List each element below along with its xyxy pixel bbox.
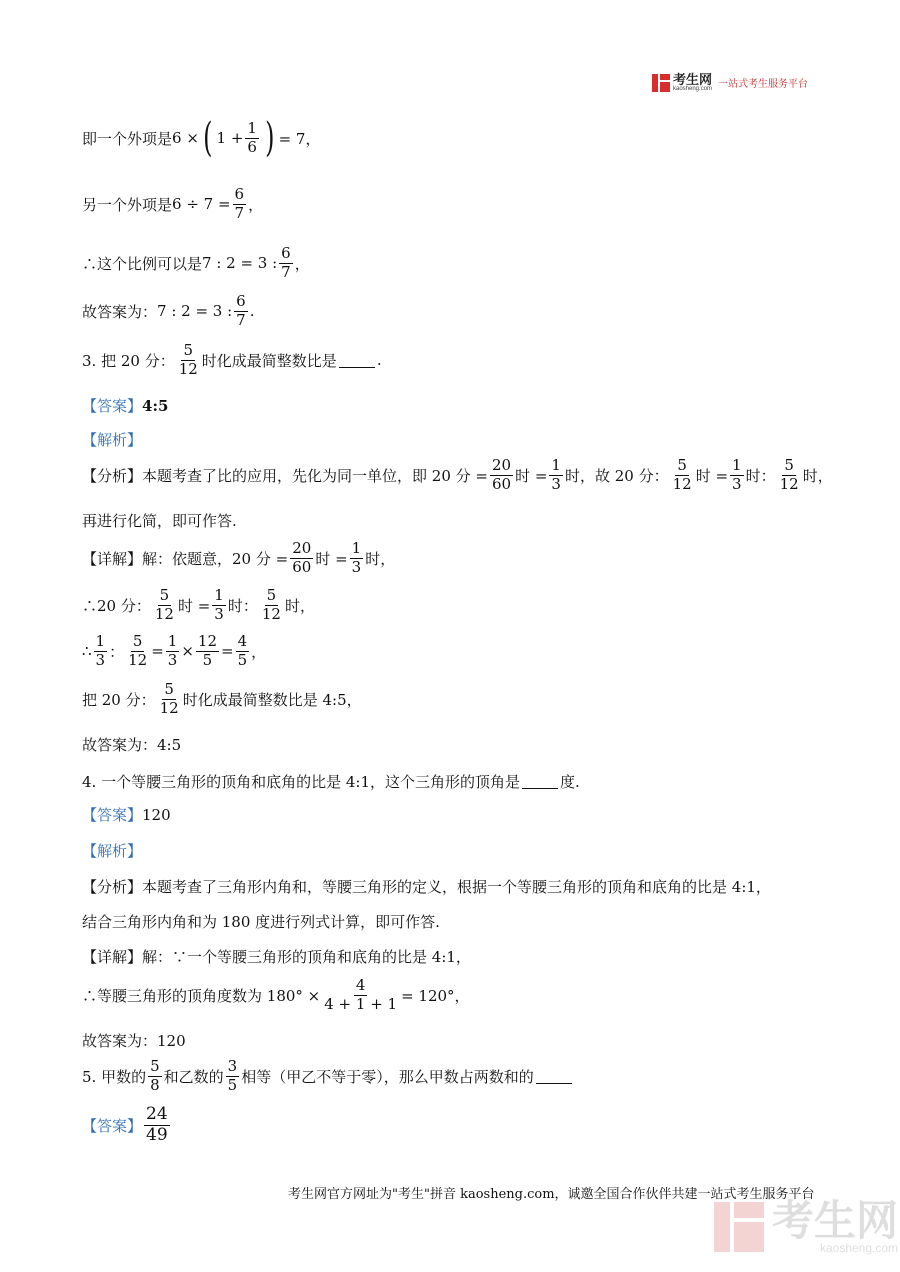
expr: 7 : 2 = 3 : [157,302,233,321]
expr: 1 + [216,129,244,147]
watermark-name: 考生网 [772,1197,899,1244]
header-slogan: 一站式考生服务平台 [718,79,809,90]
fraction: $\frac{6}{7}$ [236,292,246,329]
answer-blank [536,1069,572,1084]
q3-final: 故答案为：4:5 [82,736,182,754]
solution-line-2 [82,187,263,222]
q4-fenxi-line-1: 【分析】 本题考查了三角形内角和，等腰三角形的定义，根据一个等腰三角形的顶角和底角的比是 4:1， [82,878,771,896]
footer-text: 考生网官方网址为"考生"拼音 kaosheng.com，诚邀全国合作伙伴共建一站式考生服务平台 [288,1187,815,1202]
q3-answer [82,395,168,416]
text: 故答案为： [82,302,158,321]
q4-xiangjie-line-1: 【详解】 解：∵一个等腰三角形的顶角和底角的比是 4:1， [82,948,471,966]
logo-url: kaosheng.com [673,86,713,92]
solution-line-1 [82,115,321,161]
expr: ， [294,254,310,273]
answer-blank [339,353,375,368]
fenxi-label: 【分析】 [82,466,143,485]
q3-fenxi-line-2: 再进行化简，即可作答. [82,512,237,530]
q4-fenxi-line-2: 结合三角形内角和为 180 度进行列式计算，即可作答. [82,913,440,931]
solution-line-3 [82,246,310,281]
fraction: $\frac{1}{6}$ [247,118,257,156]
q3-xiangjie-line-1: 【详解】 解：依题意，20 分 = $\frac{20}{60}$ 时 = $\frac{1}{3}$ 时， [82,539,396,576]
header-logo [652,73,808,92]
q3-fenxi-line-1: 【分析】 本题考查了比的应用，先化为同一单位，即 20 分 = $\frac{20}{60}$ 时 = $\frac{1}{3}$ 时，故 20 分： $\frac{5}{12}$ 时 = $\frac{1}{3}$ 时： $\frac{5}{12}$ 时， [82,456,833,493]
solution-line-4 [82,294,255,329]
q3-xiangjie-line-2: ∴20 分： $\frac{5}{12}$ 时 = $\frac{1}{3}$ 时： $\frac{5}{12}$ 时， [82,586,315,623]
q3-analysis-label: 【解析】 [82,431,143,449]
fraction: $\frac{6}{7}$ [281,244,291,281]
q4-analysis-label: 【解析】 [82,842,143,860]
question-5-stem: 5. 甲数的 $\frac{5}{8}$ 和乙数的 $\frac{3}{5}$ 相等（甲乙不等于零），那么甲数占两数和的 [82,1059,574,1094]
answer-value: 4:5 [142,396,169,415]
left-paren: ( [203,115,213,161]
expr: . [249,302,255,321]
logo-name: 考生网 [673,72,713,87]
text: ∴这个比例可以是 [82,254,203,273]
expr: 6 × [172,129,199,147]
watermark-icon [714,1202,764,1252]
expr: 6 ÷ 7 = [172,195,231,214]
fraction: $\frac{6}{7}$ [234,185,245,222]
expr: 7 : 2 = 3 : [202,254,278,273]
answer-label: 【答案】 [82,397,143,415]
logo-icon [652,74,670,92]
q4-xiangjie-line-2: ∴等腰三角形的顶角度数为 180° × $\frac{4}{4 + 1 + 1}$ = 120°， [82,976,470,1013]
watermark-url: kaosheng.com [819,1241,899,1255]
right-paren: ) [265,115,275,161]
question-3-stem: 3. 把 20 分： $\frac{5}{12}$ 时化成最简整数比是 . [82,341,382,378]
q5-answer: 【答案】 $\frac{24}{49}$ [82,1104,168,1145]
text: 即一个外项是 [82,129,173,148]
q4-final: 故答案为：120 [82,1032,186,1050]
question-4-stem: 4. 一个等腰三角形的顶角和底角的比是 4:1，这个三角形的顶角是 度. [82,773,580,791]
fraction: $\frac{5}{12}$ [178,341,198,378]
text: 另一个外项是 [82,195,173,214]
watermark-logo [714,1197,899,1255]
expr: = 7， [278,129,321,148]
q3-xiangjie-line-3: ∴ $\frac{1}{3}$ ： $\frac{5}{12}$ = $\frac{1}{3}$ × $\frac{12}{5}$ = $\frac{4}{5}$ ， [82,632,267,669]
expr: ， [248,195,264,214]
answer-blank [522,774,558,789]
q3-xiangjie-line-4: 把 20 分： $\frac{5}{12}$ 时化成最简整数比是 4:5， [82,680,362,717]
q4-answer: 【答案】 120 [82,805,171,824]
